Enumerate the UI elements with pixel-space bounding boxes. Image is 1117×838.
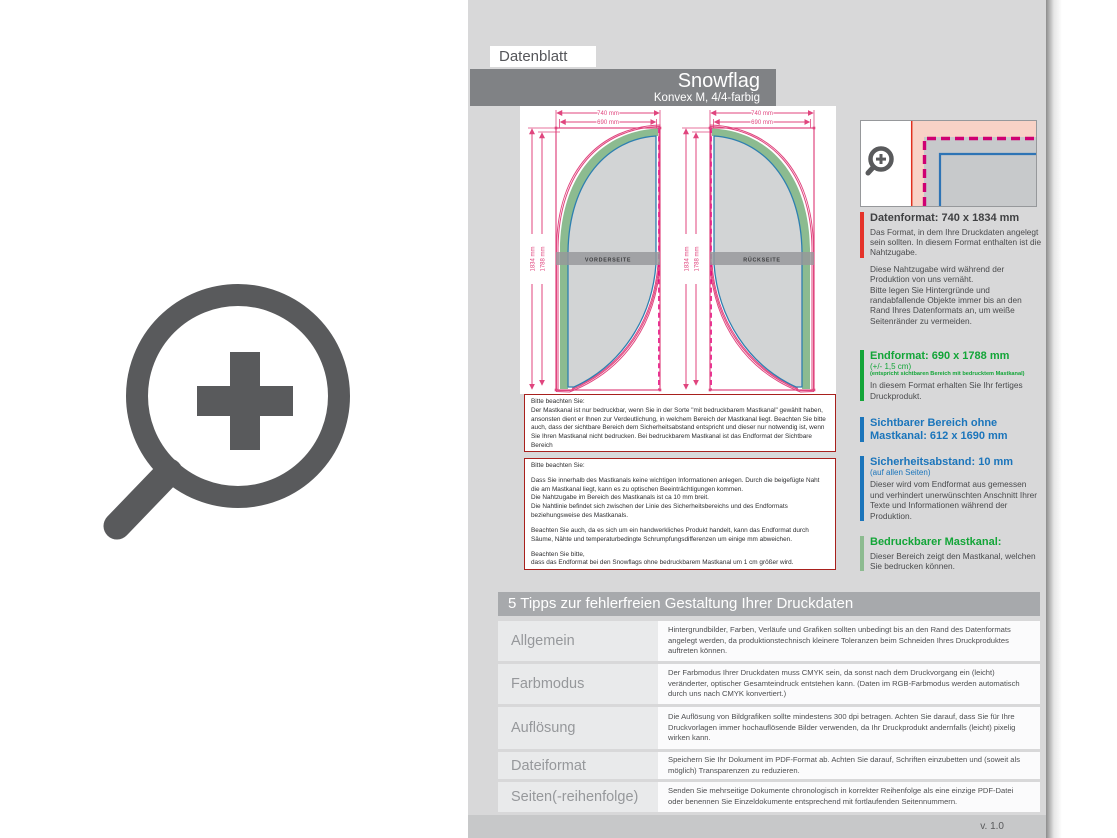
detail-preview-box: [860, 120, 1037, 207]
legend-body: In diesem Format erhalten Sie Ihr fertiges Druckprodukt.: [870, 380, 1023, 401]
legend-title: Endformat: 690 x 1788 mm: [870, 350, 1010, 362]
note-body: Der Mastkanal ist nur bedruckbar, wenn Sie in der Sorte "mit bedruckbarem Mastkanal" gewählt haben, ansonsten dient er Ihnen zur Verdeutlichung, in welchem Bereich der Mastkanal liegt. Beachten Sie bitte auch, dass der sichtbare Bereich dem Sicherheitsabstand entspricht und dieser nur notwendig ist, wenn Sie Ihren Mastkanal nicht bedrucken. Bei bedruckbarem Mastkanal ist das Endformat der Sichtbare Bereich: [531, 406, 826, 450]
tip-label: Seiten(-reihenfolge): [498, 782, 658, 812]
footer-bar: [468, 815, 1046, 838]
legend-body: Dieser Bereich zeigt den Mastkanal, welchen Sie bedrucken können.: [870, 550, 1036, 571]
tip-row-allgemein: [498, 621, 1040, 661]
note-paragraph: Dass Sie innerhalb des Mastkanals keine wichtigen Informationen anlegen. Durch die beigefügte Naht die am Mastkanal liegt, kann es zu optischen Beeinträchtigungen kommen.: [531, 476, 820, 493]
tip-text: Hintergrundbilder, Farben, Verläufe und Grafiken sollten unbedingt bis an den Rand des Datenformats angelegt werden, da produktionstechnisch kleinere Toleranzen beim Schneiden Ihres Druckproduktes auftreten können.: [668, 624, 1011, 656]
side-label: RÜCKSEITE: [743, 257, 781, 264]
zoom-plus-icon-small: [868, 149, 892, 174]
tip-label: Dateiformat: [498, 752, 658, 779]
legend-body: Dieser wird vom Endformat aus gemessen und verhindert unerwünschten Anschnitt Ihrer Texte und Informationen während der Produktion.: [870, 479, 1037, 521]
legend-title: Sichtbarer Bereich ohne Mastkanal: 612 x 1690 mm: [870, 417, 1008, 442]
endformat-note: (entspricht sichtbaren Bereich mit bedrucktem Mastkanal): [870, 371, 1025, 378]
paragraph: Diese Nahtzugabe wird während der Produktion von uns vernäht.: [870, 264, 1005, 285]
dim-width-outer: 740 mm: [597, 111, 619, 118]
blue-bar: [860, 456, 864, 521]
corner-detail-drawing: [861, 121, 1036, 206]
legend-title: Bedruckbarer Mastkanal:: [870, 536, 1002, 548]
side-label: VORDERSEITE: [584, 257, 632, 264]
note-title: Bitte beachten Sie:: [531, 462, 585, 469]
note-paragraph: Die Nahtlinie befindet sich zwischen der Linie des Sicherheitsbereichs und des Endformats beziehungsweise des Mastkanals.: [531, 503, 788, 520]
tip-row-seitenreihenfolge: [498, 782, 1040, 812]
dim-height-outer: 1834 mm: [530, 246, 537, 272]
flag-front-diagram: [524, 106, 692, 398]
note-paragraph: Beachten Sie bitte,: [531, 550, 585, 558]
legend-sicherheitsabstand: [860, 456, 1042, 521]
red-bar: [860, 212, 864, 258]
note-box-2: [524, 458, 836, 570]
note-paragraph: dass das Endformat bei den Snowflags ohne bedruckbarem Mastkanal um 1 cm größer wird.: [531, 559, 794, 567]
dim-width-inner: 690 mm: [751, 120, 773, 127]
legend-endformat: [860, 350, 1042, 401]
legend-mastkanal: [860, 536, 1042, 571]
version-label: v. 1.0: [980, 821, 1004, 832]
tip-label: Farbmodus: [498, 664, 658, 704]
tip-text: Senden Sie mehrseitige Dokumente chronologisch in korrekter Reihenfolge als eine einzige PDF-Datei oder benennen Sie Einzeldokumente entsprechend mit fortlaufenden Seitennummern.: [668, 786, 1014, 806]
note-title: Bitte beachten Sie:: [531, 398, 585, 405]
tip-row-farbmodus: [498, 664, 1040, 704]
legend-sichtbarer-bereich: [860, 417, 1042, 442]
dim-width-inner: 690 mm: [597, 120, 619, 127]
tip-text: Speichern Sie Ihr Dokument im PDF-Format ab. Achten Sie darauf, Schriften einzubetten und (soweit als möglich) Transparenzen zu reduzieren.: [668, 754, 1021, 775]
tip-row-aufloesung: [498, 707, 1040, 749]
dim-height-outer: 1834 mm: [684, 246, 691, 272]
tip-text: Der Farbmodus Ihrer Druckdaten muss CMYK sein, da sonst nach dem Druckvorgang ein (leicht) veränderter, optischer Gesamteindruck entstehen kann. (Daten im RGB-Farbmodus werden automatisch durch uns nach CMYK konvertiert.): [668, 667, 1020, 699]
doc-type-label: Datenblatt: [490, 46, 596, 67]
note-paragraph: Die Nahtzugabe im Bereich des Mastkanals ist ca 10 mm breit.: [531, 494, 709, 502]
lightgreen-bar: [860, 536, 864, 571]
tip-text: Die Auflösung von Bildgrafiken sollte mindestens 300 dpi betragen. Achten Sie darauf, dass Sie für Ihre Druckvorlagen immer hochauflösende Bilder verwenden, da Ihr Druckprodukt andernfalls (leicht) pixelig wirken kann.: [668, 711, 1016, 743]
note-paragraph: Beachten Sie auch, da es sich um ein handwerkliches Produkt handelt, kann das Endformat durch Säume, Nähte und temperaturbedingte Schrumpfungsdifferenzen um einige mm abweichen.: [531, 526, 809, 543]
product-subtitle: Konvex M, 4/4-farbig: [653, 92, 760, 104]
legend-title: Sicherheitsabstand: 10 mm: [870, 456, 1014, 468]
page-edge-shadow: [1046, 0, 1062, 838]
datasheet-page: [468, 0, 1046, 838]
legend-body: Das Format, in dem Ihre Druckdaten angelegt sein sollten. In diesem Format enthalten ist die Nahtzugabe.: [870, 226, 1042, 258]
zoom-plus-icon: [95, 278, 355, 578]
green-bar: [860, 350, 864, 401]
note-box-1: [524, 394, 836, 452]
blue-bar: [860, 417, 864, 442]
paragraph: Bitte legen Sie Hintergründe und randabfallende Objekte immer bis an den Rand Ihres Datenformats an, um weiße Seitenränder zu vermeiden.: [870, 284, 1022, 326]
flag-back-diagram: [678, 106, 846, 398]
nahtzugabe-note: [870, 264, 1042, 326]
tips-header: 5 Tipps zur fehlerfreien Gestaltung Ihrer Druckdaten: [498, 592, 1040, 616]
dim-height-inner: 1788 mm: [694, 246, 701, 272]
product-title: Snowflag: [677, 70, 760, 92]
dim-height-inner: 1788 mm: [540, 246, 547, 272]
tip-row-dateiformat: [498, 752, 1040, 779]
legend-title: Datenformat: 740 x 1834 mm: [870, 212, 1020, 224]
legend-datenformat: [860, 212, 1042, 258]
dim-width-outer: 740 mm: [751, 111, 773, 118]
tip-label: Allgemein: [498, 621, 658, 661]
legend-sub: (auf allen Seiten): [870, 467, 931, 477]
tolerance: (+/- 1,5 cm): [870, 361, 912, 371]
tip-label: Auflösung: [498, 707, 658, 749]
title-bar: [470, 69, 776, 106]
